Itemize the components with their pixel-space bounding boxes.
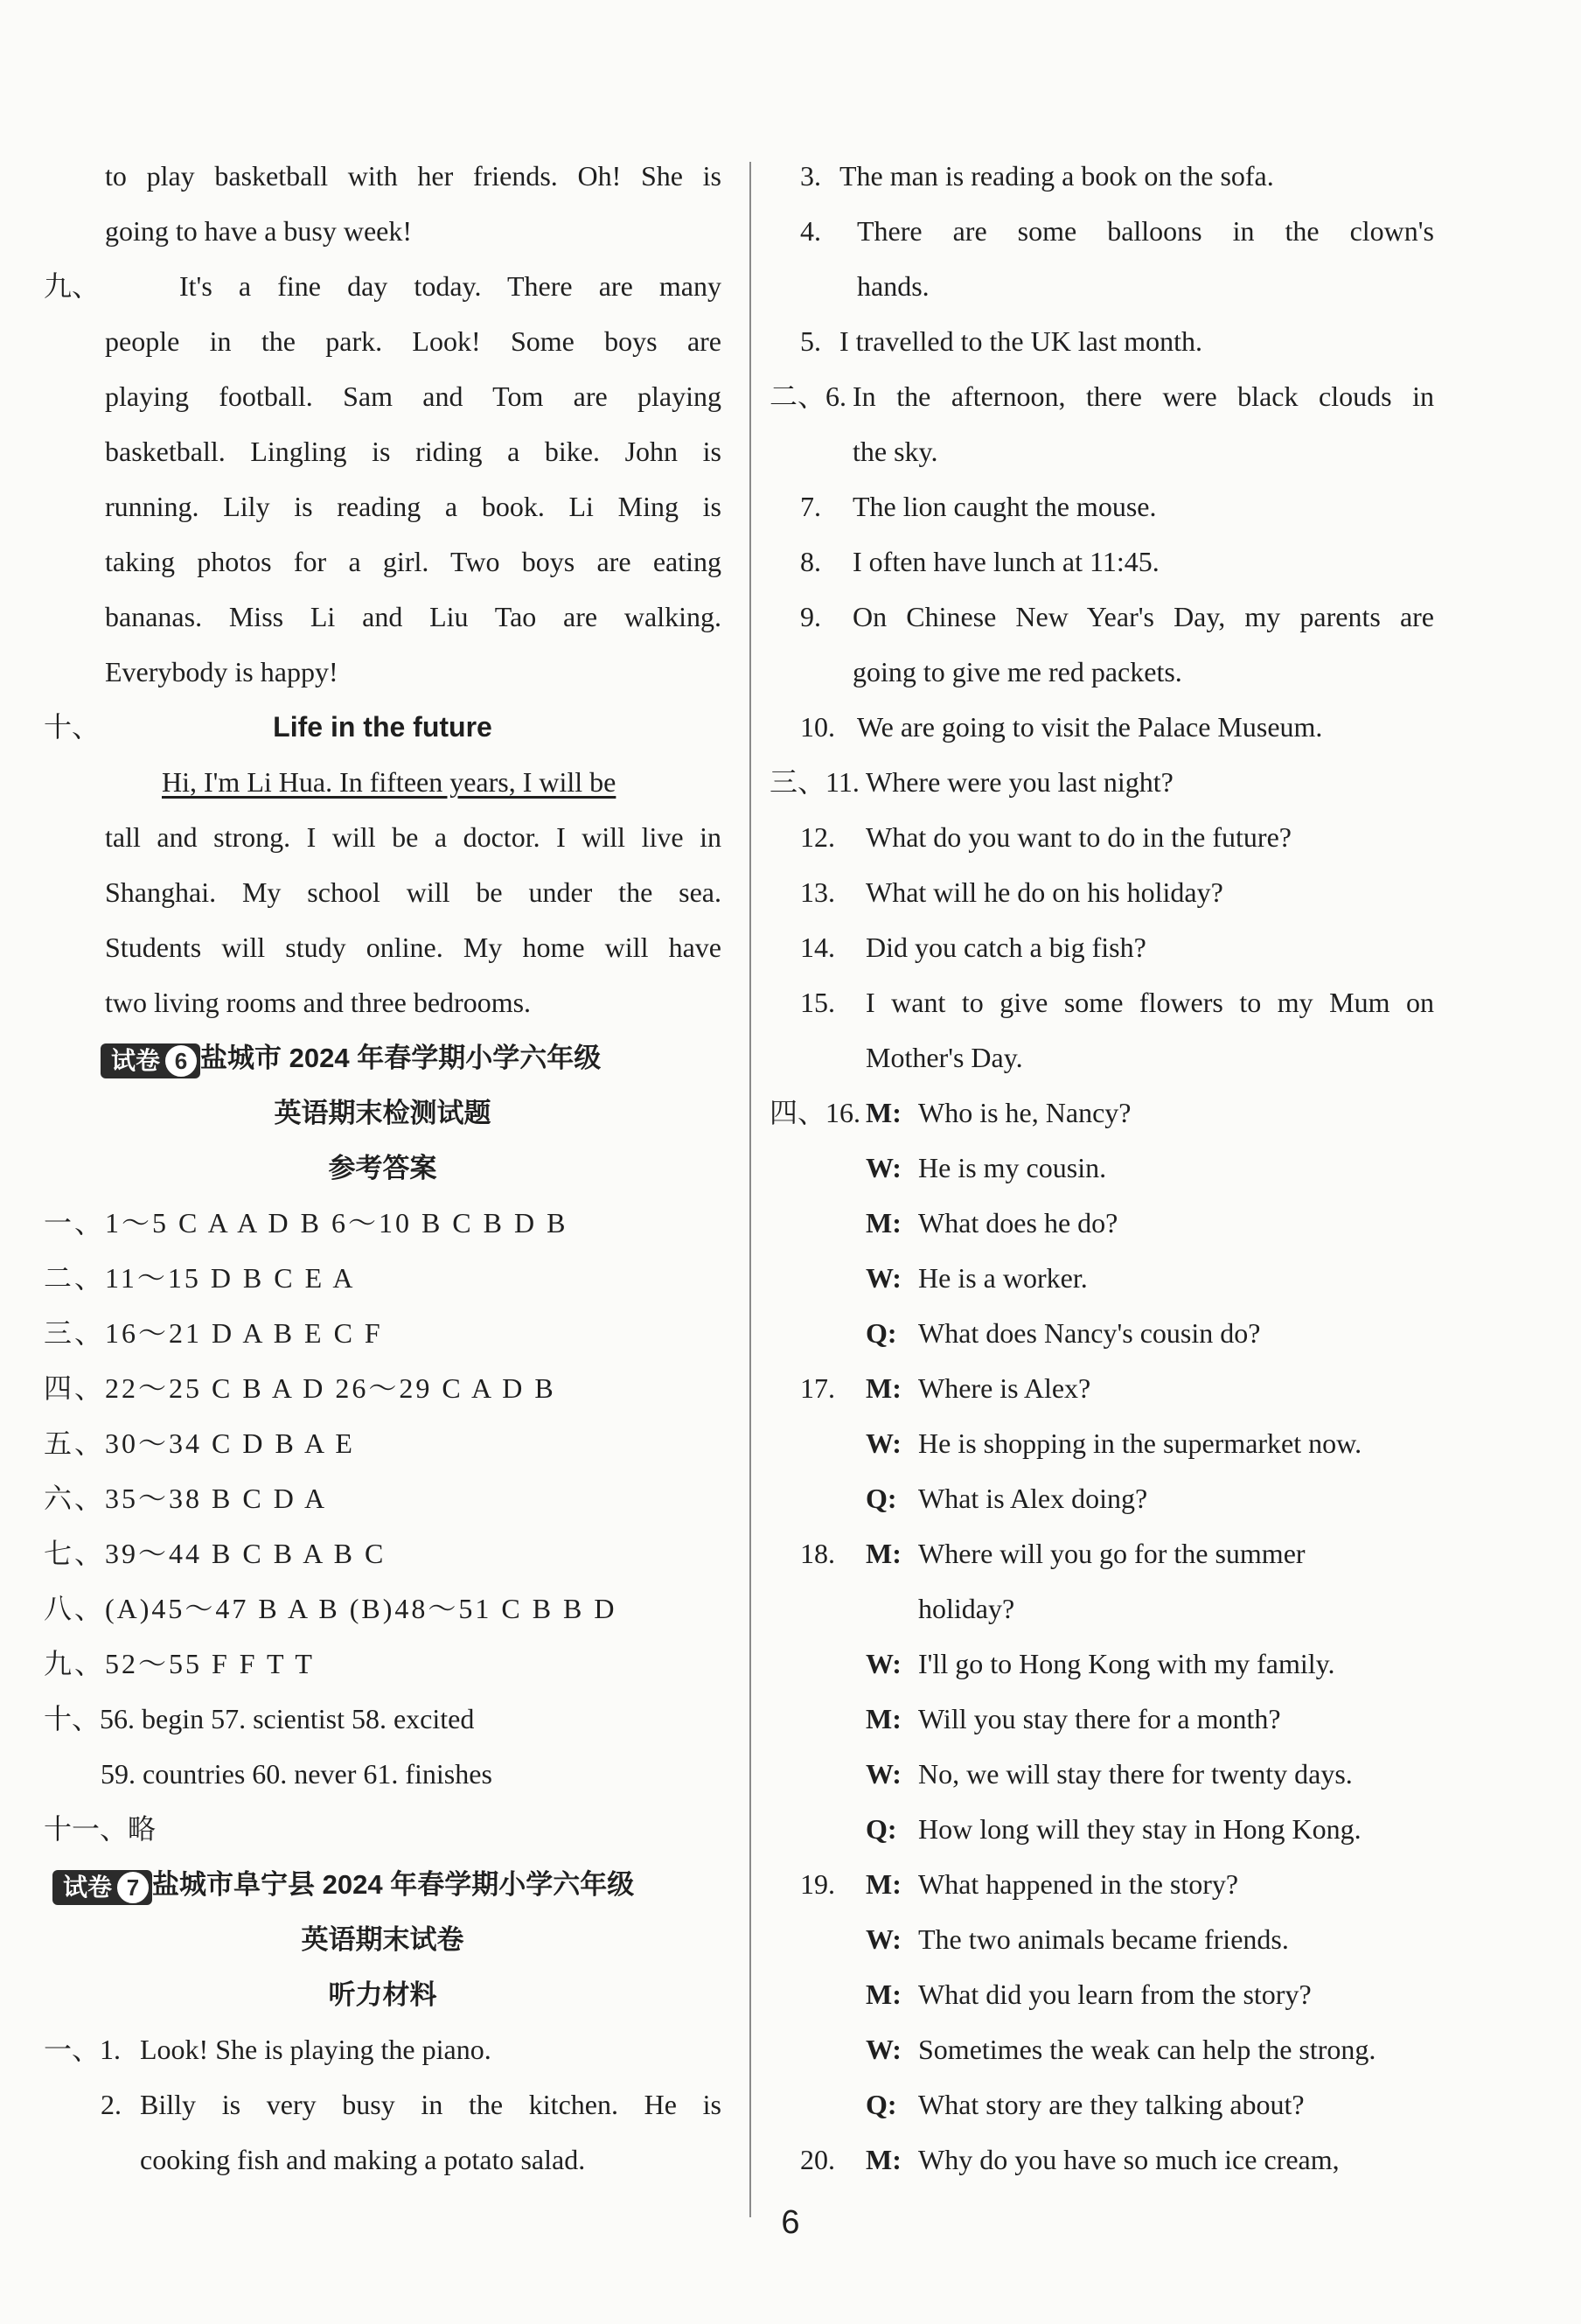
dialogue-text: What did you learn from the story? [918,1979,1312,2010]
paper-subtitle: 英语期末检测试题 [274,1098,491,1128]
dialogue-line [770,1967,1434,2022]
question-number: 10. [800,711,835,743]
text-line: people in the park. Look! Some boys are [105,325,721,357]
question-text: On Chinese New Year's Day, my parents are [853,601,1434,632]
question-number: 17. [800,1372,835,1404]
dialogue-text: He is my cousin. [918,1152,1107,1183]
dialogue-text: What does he do? [918,1207,1118,1239]
answer-line: 五、30～34 C D B A E [44,1427,355,1459]
text-line [44,755,721,810]
speaker-label: Q: [866,1813,897,1845]
dialogue-line [770,1692,1434,1747]
question-number: 15. [800,987,835,1018]
question-text: I want to give some flowers to my Mum on [866,987,1434,1018]
right-column [770,149,1434,2188]
answer-line: 七、39～44 B C B A B C [44,1538,387,1569]
speaker-label: M: [866,1097,902,1128]
answer-line: 八、(A)45～47 B A B (B)48～51 C B B D [44,1593,617,1624]
dialogue-line [770,1416,1434,1471]
question-number: 4. [800,215,821,247]
section-10-line [44,700,721,755]
question-number: 5. [800,325,821,357]
dialogue-line [770,2022,1434,2077]
dialogue-text: How long will they stay in Hong Kong. [918,1813,1362,1845]
section-number: 十、 [44,711,101,743]
speaker-label: Q: [866,2089,897,2120]
question-line [770,700,1434,755]
question-text: the sky. [853,436,938,467]
question-line [770,534,1434,590]
dialogue-text: What does Nancy's cousin do? [918,1317,1261,1349]
dialogue-line [770,1085,1434,1141]
question-line [770,479,1434,534]
dialogue-text: Will you stay there for a month? [918,1703,1281,1734]
question-number: 12. [800,821,835,853]
dialogue-text: holiday? [918,1593,1015,1624]
question-text: Where were you last night? [866,766,1174,798]
paper-6-header [44,1030,721,1085]
paper-badge [52,1870,152,1905]
dialogue-line [770,1361,1434,1416]
dialogue-text: Why do you have so much ice cream, [918,2144,1340,2175]
question-text: What do you want to do in the future? [866,821,1292,853]
question-text: In the afternoon, there were black clouds in [853,380,1434,412]
speaker-label: W: [866,2034,902,2065]
speaker-label: W: [866,1923,902,1955]
question-text: going to give me red packets. [853,656,1182,687]
dialogue-text: Sometimes the weak can help the strong. [918,2034,1376,2065]
column-divider [749,162,751,2217]
text-line: taking photos for a girl. Two boys are eating [105,546,721,577]
underlined-text: Hi, I'm Li Hua. In fifteen years, I will be [162,766,616,798]
question-number: 四、16. [770,1097,861,1128]
speaker-label: M: [866,2144,902,2175]
dialogue-text: I'll go to Hong Kong with my family. [918,1648,1335,1679]
badge-number: 7 [115,1870,150,1905]
speaker-label: M: [866,1207,902,1239]
question-line [770,865,1434,920]
text-line: tall and strong. I will be a doctor. I will live in [105,821,721,853]
paper-7-header [44,1857,721,1912]
question-number: 三、11. [770,766,860,798]
speaker-label: Q: [866,1483,897,1514]
question-number: 18. [800,1538,835,1569]
speaker-label: M: [866,1372,902,1404]
dialogue-text: The two animals became friends. [918,1923,1289,1955]
dialogue-text: What story are they talking about? [918,2089,1305,2120]
dialogue-line [770,1857,1434,1912]
speaker-label: M: [866,1703,902,1734]
section-number: 九、 [44,270,101,302]
text-line: Everybody is happy! [105,656,338,687]
question-line [770,314,1434,369]
question-line [770,369,1434,424]
dialogue-line [770,1526,1434,1581]
question-text: I often have lunch at 11:45. [853,546,1160,577]
question-text: Billy is very busy in the kitchen. He is [140,2089,721,2120]
question-number: 19. [800,1868,835,1900]
text-line: Students will study online. My home will have [105,932,721,963]
speaker-label: W: [866,1427,902,1459]
answer-line: 三、16～21 D A B E C F [44,1317,383,1349]
question-line [770,810,1434,865]
question-text: cooking fish and making a potato salad. [140,2144,586,2175]
dialogue-line [770,1141,1434,1196]
question-text: Mother's Day. [866,1042,1023,1073]
dialogue-text: He is shopping in the supermarket now. [918,1427,1362,1459]
question-number: 3. [800,160,821,192]
question-number: 2. [101,2089,122,2120]
question-number: 一、1. [44,2034,122,2065]
question-line [770,755,1434,810]
answer-line: 一、1～5 C A A D B 6～10 B C B D B [44,1207,568,1239]
section-9-line [44,259,721,314]
question-text: The man is reading a book on the sofa. [839,160,1274,192]
essay-title: Life in the future [273,711,492,743]
dialogue-text: What is Alex doing? [918,1483,1148,1514]
dialogue-line [770,1802,1434,1857]
dialogue-line [770,1196,1434,1251]
answer-line: 四、22～25 C B A D 26～29 C A D B [44,1372,556,1404]
question-line [44,2077,721,2132]
dialogue-line [770,2132,1434,2188]
answer-line: 十、56. begin 57. scientist 58. excited [44,1703,475,1734]
answer-line: 十一、略 [44,1813,157,1845]
answer-heading: 参考答案 [328,1153,437,1183]
text-line: two living rooms and three bedrooms. [105,987,532,1018]
dialogue-line [770,1637,1434,1692]
paper-subtitle: 英语期末试卷 [301,1924,464,1955]
dialogue-line [770,1306,1434,1361]
text-line: basketball. Lingling is riding a bike. John is [105,436,721,467]
question-text: Look! She is playing the piano. [140,2034,491,2065]
text-line: playing football. Sam and Tom are playing [105,380,721,412]
question-number: 20. [800,2144,835,2175]
speaker-label: W: [866,1152,902,1183]
question-text: There are some balloons in the clown's [857,215,1434,247]
dialogue-text: Who is he, Nancy? [918,1097,1132,1128]
page-number: 6 [781,2204,800,2241]
dialogue-text: He is a worker. [918,1262,1088,1294]
question-line [770,204,1434,259]
speaker-label: M: [866,1979,902,2010]
dialogue-line [770,1471,1434,1526]
answer-line: 六、35～38 B C D A [44,1483,328,1514]
speaker-label: W: [866,1648,902,1679]
speaker-label: Q: [866,1317,897,1349]
question-line [770,149,1434,204]
dialogue-line [770,1251,1434,1306]
paper-title: 盐城市 2024 年春学期小学六年级 [200,1043,602,1073]
badge-number: 6 [164,1043,198,1078]
dialogue-text: No, we will stay there for twenty days. [918,1758,1353,1790]
question-number: 7. [800,491,821,522]
dialogue-text: What happened in the story? [918,1868,1239,1900]
question-text: We are going to visit the Palace Museum. [857,711,1323,743]
dialogue-line [770,1747,1434,1802]
speaker-label: W: [866,1262,902,1294]
question-text: The lion caught the mouse. [853,491,1157,522]
answer-line: 二、11～15 D B C E A [44,1262,356,1294]
paper-badge [101,1043,200,1078]
question-line [770,920,1434,975]
speaker-label: M: [866,1538,902,1569]
dialogue-text: Where will you go for the summer [918,1538,1306,1569]
question-number: 二、6. [770,380,847,412]
question-line [44,2022,721,2077]
badge-label: 试卷 [111,1046,161,1074]
speaker-label: W: [866,1758,902,1790]
question-number: 14. [800,932,835,963]
text-line: going to have a busy week! [105,215,413,247]
text-line: running. Lily is reading a book. Li Ming is [105,491,721,522]
question-text: Did you catch a big fish? [866,932,1146,963]
paper-title: 盐城市阜宁县 2024 年春学期小学六年级 [152,1869,635,1900]
question-number: 13. [800,876,835,908]
question-text: hands. [857,270,930,302]
dialogue-text: Where is Alex? [918,1372,1091,1404]
text-line: bananas. Miss Li and Liu Tao are walking. [105,601,721,632]
dialogue-line [770,1912,1434,1967]
text-line: It's a fine day today. There are many [179,270,721,302]
text-line: Shanghai. My school will be under the sea. [105,876,721,908]
question-line [770,975,1434,1030]
text-line: to play basketball with her friends. Oh! She is [105,160,721,192]
question-number: 8. [800,546,821,577]
answer-line: 九、52～55 F F T T [44,1648,315,1679]
answer-line: 59. countries 60. never 61. finishes [101,1758,492,1790]
badge-label: 试卷 [63,1873,113,1901]
speaker-label: M: [866,1868,902,1900]
question-number: 9. [800,601,821,632]
question-text: I travelled to the UK last month. [839,325,1203,357]
dialogue-line [770,2077,1434,2132]
question-line [770,590,1434,645]
listening-heading: 听力材料 [328,1979,437,2010]
question-text: What will he do on his holiday? [866,876,1223,908]
left-column [44,149,721,2188]
